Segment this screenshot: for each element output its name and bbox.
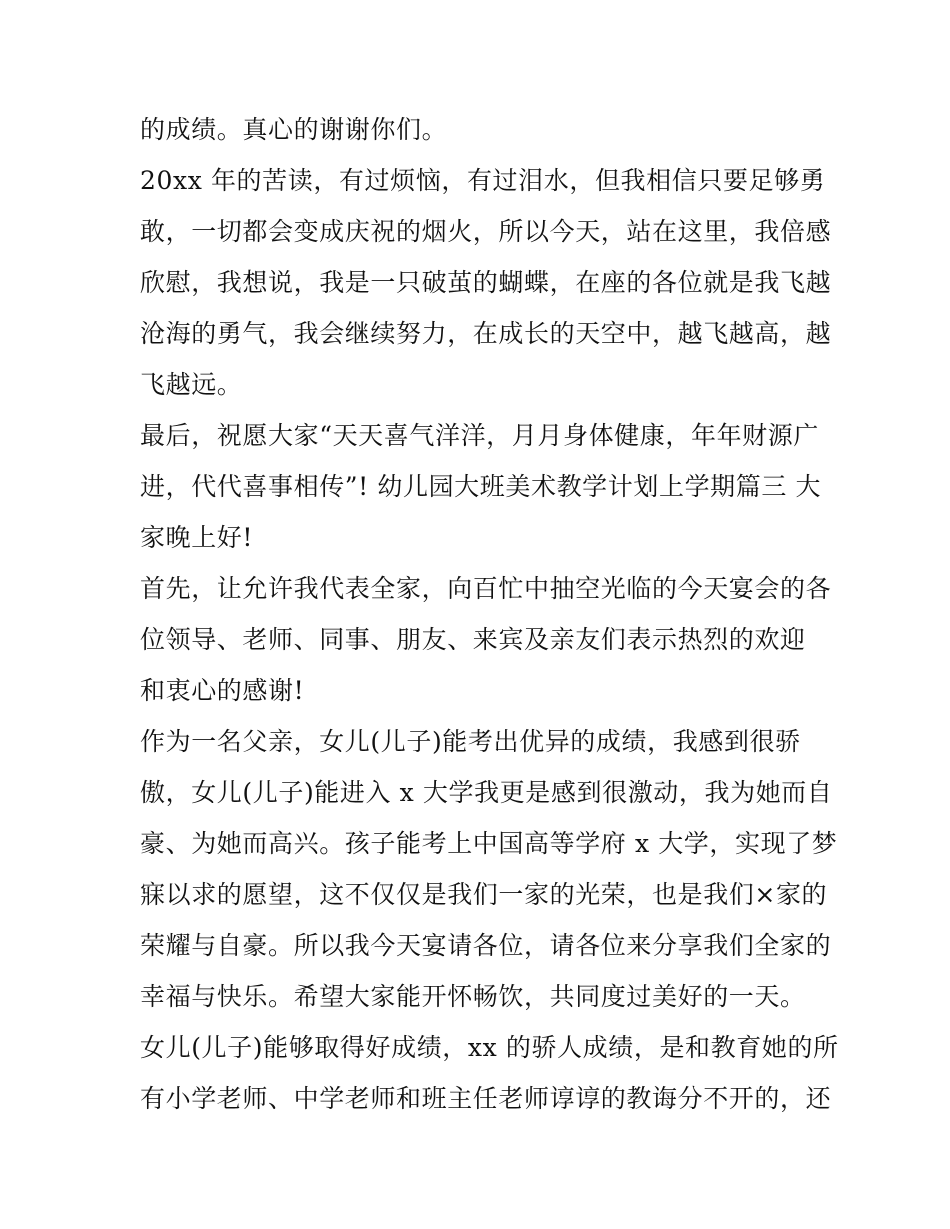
text-line: 有小学老师、中学老师和班主任老师谆谆的教诲分不开的，还 [140, 1084, 832, 1113]
text-line: 位领导、老师、同事、朋友、来宾及亲友们表示热烈的欢迎 [140, 625, 806, 654]
text-line: 傲，女儿(儿子)能进入 x 大学我更是感到很激动，我为她而自 [140, 778, 833, 807]
text-line: 寐以求的愿望，这不仅仅是我们一家的光荣，也是我们×家的 [140, 880, 828, 909]
text-line: 豪、为她而高兴。孩子能考上中国高等学府 x 大学，实现了梦 [140, 829, 838, 858]
text-line: 沧海的勇气，我会继续努力，在成长的天空中，越飞越高，越 [140, 319, 832, 348]
text-line: 进，代代喜事相传”! 幼儿园大班美术教学计划上学期篇三 大 [140, 472, 822, 501]
text-line: 敢，一切都会变成庆祝的烟火，所以今天，站在这里，我倍感 [140, 217, 832, 246]
text-line: 女儿(儿子)能够取得好成绩，xx 的骄人成绩，是和教育她的所 [140, 1033, 839, 1062]
text-line: 飞越远。 [140, 370, 243, 399]
text-line: 欣慰，我想说，我是一只破茧的蝴蝶，在座的各位就是我飞越 [140, 268, 832, 297]
text-line: 和衷心的感谢! [140, 676, 305, 705]
text-line: 作为一名父亲，女儿(儿子)能考出优异的成绩，我感到很骄 [140, 727, 801, 756]
text-line: 20xx 年的苦读，有过烦恼，有过泪水，但我相信只要足够勇 [140, 166, 826, 195]
text-line: 的成绩。真心的谢谢你们。 [140, 115, 448, 144]
text-line: 最后，祝愿大家“天天喜气洋洋，月月身体健康，年年财源广 [140, 421, 819, 450]
text-line: 首先，让允许我代表全家，向百忙中抽空光临的今天宴会的各 [140, 574, 832, 603]
document-body [140, 104, 839, 1124]
text-line: 荣耀与自豪。所以我今天宴请各位，请各位来分享我们全家的 [140, 931, 832, 960]
text-line: 幸福与快乐。希望大家能开怀畅饮，共同度过美好的一天。 [140, 982, 806, 1011]
text-line: 家晚上好! [140, 523, 254, 552]
